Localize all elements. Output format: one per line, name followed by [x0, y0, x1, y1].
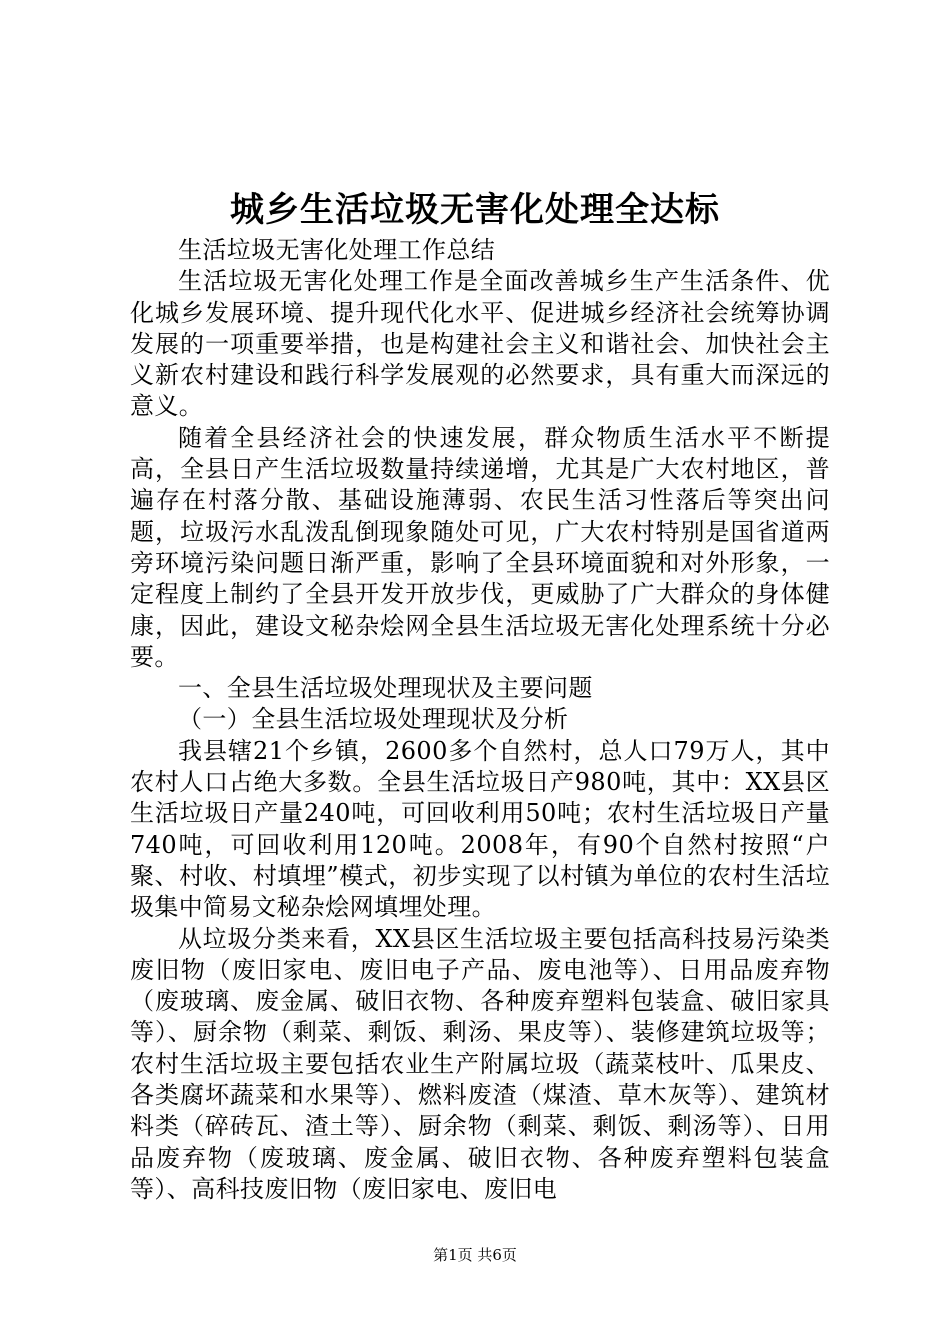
paragraph-intro: 生活垃圾无害化处理工作是全面改善城乡生产生活条件、优化城乡发展环境、提升现代化水平、促进城乡经济社会统筹协调发展的一项重要举措，也是构建社会主义和谐社会、加快社会主义新农村建设和践行科学发展观的必然要求，具有重大而深远的意义。 — [130, 267, 830, 421]
subsection-heading: （一）全县生活垃圾处理现状及分析 — [178, 705, 569, 734]
document-title: 城乡生活垃圾无害化处理全达标 — [230, 190, 720, 230]
paragraph-statistics: 我县辖21个乡镇，2600多个自然村，总人口79万人，其中农村人口占绝大多数。全县生活垃圾日产980吨，其中：XX县区生活垃圾日产量240吨，可回收利用50吨；农村生活垃圾日产量740吨，可回收利用120吨。2008年，有90个自然村按照“户聚、村收、村填埋”模式，初步实现了以村镇为单位的农村生活垃圾集中简易文秘杂烩网填埋处理。 — [130, 736, 830, 922]
document-body — [130, 235, 830, 1205]
page-footer: 第1页 共6页 — [433, 1246, 517, 1264]
paragraph-classification: 从垃圾分类来看，XX县区生活垃圾主要包括高科技易污染类废旧物（废旧家电、废旧电子产品、废电池等）、日用品废弃物（废玻璃、废金属、破旧衣物、各种废弃塑料包装盒、破旧家具等）、厨余物（剩菜、剩饭、剩汤、果皮等）、装修建筑垃圾等；农村生活垃圾主要包括农业生产附属垃圾（蔬菜枝叶、瓜果皮、各类腐坏蔬菜和水果等）、燃料废渣（煤渣、草木灰等）、建筑材料类（碎砖瓦、渣土等）、厨余物（剩菜、剩饭、剩汤等）、日用品废弃物（废玻璃、废金属、破旧衣物、各种废弃塑料包装盒等）、高科技废旧物（废旧家电、废旧电 — [130, 924, 830, 1203]
paragraph-background: 随着全县经济社会的快速发展，群众物质生活水平不断提高，全县日产生活垃圾数量持续递增，尤其是广大农村地区，普遍存在村落分散、基础设施薄弱、农民生活习性落后等突出问题，垃圾污水乱泼乱倒现象随处可见，广大农村特别是国省道两旁环境污染问题日渐严重，影响了全县环境面貌和对外形象，一定程度上制约了全县开发开放步伐，更威胁了广大群众的身体健康，因此，建设文秘杂烩网全县生活垃圾无害化处理系统十分必要。 — [130, 423, 830, 671]
section-heading: 一、全县生活垃圾处理现状及主要问题 — [178, 674, 593, 703]
paragraph-subtitle: 生活垃圾无害化处理工作总结 — [178, 236, 496, 264]
